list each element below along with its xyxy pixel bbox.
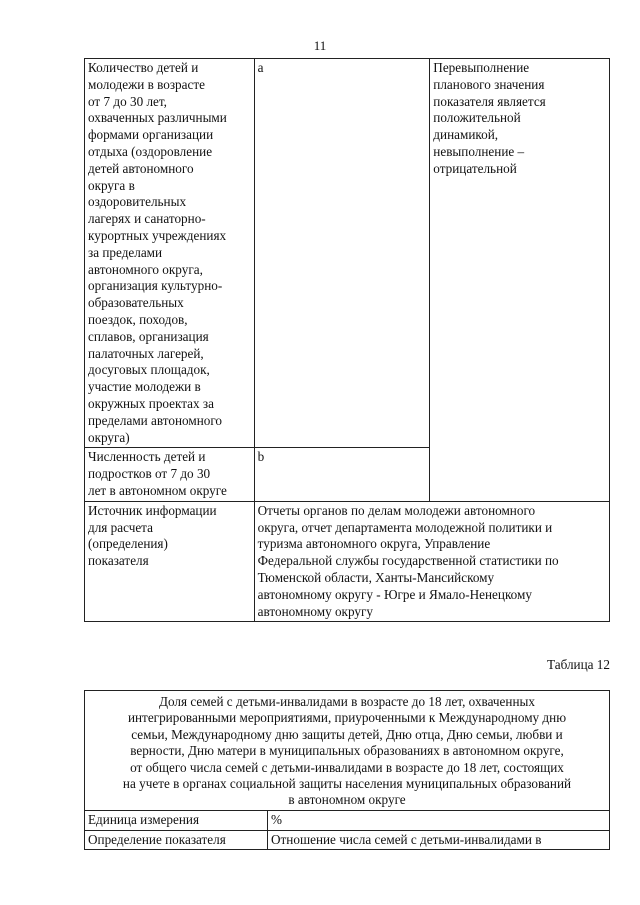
row-note-dynamics: Перевыполнение планового значения показателя является положительной динамикой, невыполнение – отрицательной bbox=[430, 59, 610, 502]
indicator-table bbox=[84, 58, 610, 622]
table-row bbox=[85, 59, 610, 448]
definition-value: Отношение числа семей с детьми-инвалидами в bbox=[268, 830, 610, 850]
row-label-population: Численность детей и подростков от 7 до 30 лет в автономном округе bbox=[85, 448, 255, 501]
table-row bbox=[85, 691, 610, 811]
row-label-children-count: Количество детей и молодежи в возрасте от 7 до 30 лет, охваченных различными формами организации отдыха (оздоровление детей автономного округа в оздоровительных лагерях и санаторно- курортных учреждениях за пределами автономного округа, организация культурно- образовательных поездок, походов, сплавов, организация палаточных лагерей, досуговых площадок, участие молодежи в окружных проектах за пределами автономного округа) bbox=[85, 59, 255, 448]
unit-value: % bbox=[268, 810, 610, 830]
unit-label: Единица измерения bbox=[85, 810, 268, 830]
row-symbol-a: a bbox=[254, 59, 430, 448]
definition-label: Определение показателя bbox=[85, 830, 268, 850]
table-caption: Таблица 12 bbox=[547, 657, 610, 672]
table-row bbox=[85, 501, 610, 622]
row-label-source: Источник информации для расчета (определения) показателя bbox=[85, 501, 255, 622]
table-12 bbox=[84, 690, 610, 850]
table-12-title: Доля семей с детьми-инвалидами в возрасте до 18 лет, охваченных интегрированными мероприятиями, приуроченными к Международному дню семьи, Международному дню защиты детей, Дню отца, Дню семьи, любви и верности, Дню матери в муниципальных образованиях в автономном округе, от общего числа семей с детьми-инвалидами в возрасте до 18 лет, состоящих на учете в органах социальной защиты населения муниципальных образований в автономном округе bbox=[85, 691, 610, 811]
table-row bbox=[85, 830, 610, 850]
page-number: 11 bbox=[313, 38, 327, 53]
row-value-source: Отчеты органов по делам молодежи автономного округа, отчет департамента молодежной политики и туризма автономного округа, Управление Федеральной службы государственной статистики по Тюменской области, Ханты-Мансийскому автономному округу - Югре и Ямало-Ненецкому автономному округу bbox=[254, 501, 609, 622]
table-row bbox=[85, 810, 610, 830]
row-symbol-b: b bbox=[254, 448, 430, 501]
